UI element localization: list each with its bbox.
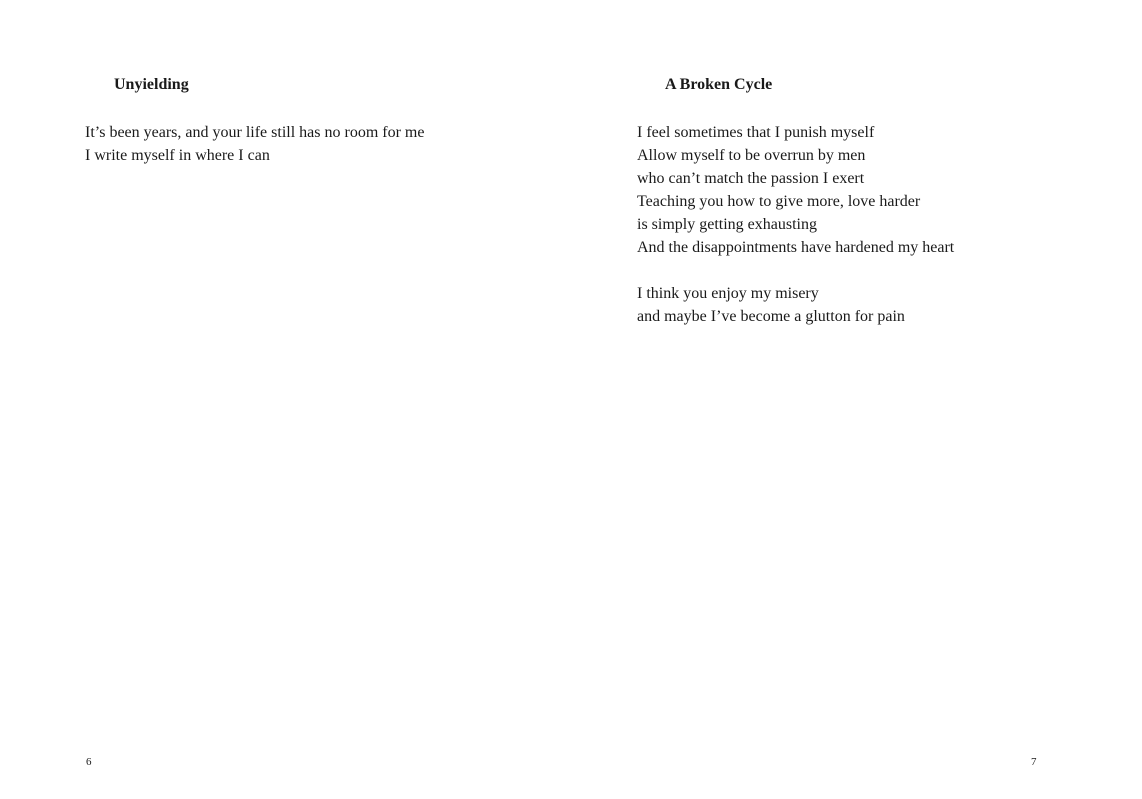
poem-line: is simply getting exhausting [637, 216, 817, 233]
poem-line: and maybe I’ve become a glutton for pain [637, 308, 905, 325]
poem-title: A Broken Cycle [665, 76, 773, 93]
right-page [571, 0, 1142, 799]
stanza [637, 282, 954, 328]
stanza [637, 121, 954, 259]
poem-line: I think you enjoy my misery [637, 285, 819, 302]
stanza [85, 121, 424, 167]
poem-line: who can’t match the passion I exert [637, 170, 865, 187]
poem-title: Unyielding [114, 76, 189, 93]
poem-line: I feel sometimes that I punish myself [637, 124, 875, 141]
poem-line: Teaching you how to give more, love harder [637, 193, 921, 210]
poem-line: It’s been years, and your life still has no room for me [85, 124, 425, 141]
poem-line: And the disappointments have hardened my heart [637, 239, 955, 256]
page-number: 7 [1031, 756, 1037, 768]
poem-body [85, 121, 424, 167]
page-number: 6 [86, 756, 92, 768]
poem-body [637, 121, 954, 328]
poem-line: Allow myself to be overrun by men [637, 147, 866, 164]
poem-line: I write myself in where I can [85, 147, 270, 164]
